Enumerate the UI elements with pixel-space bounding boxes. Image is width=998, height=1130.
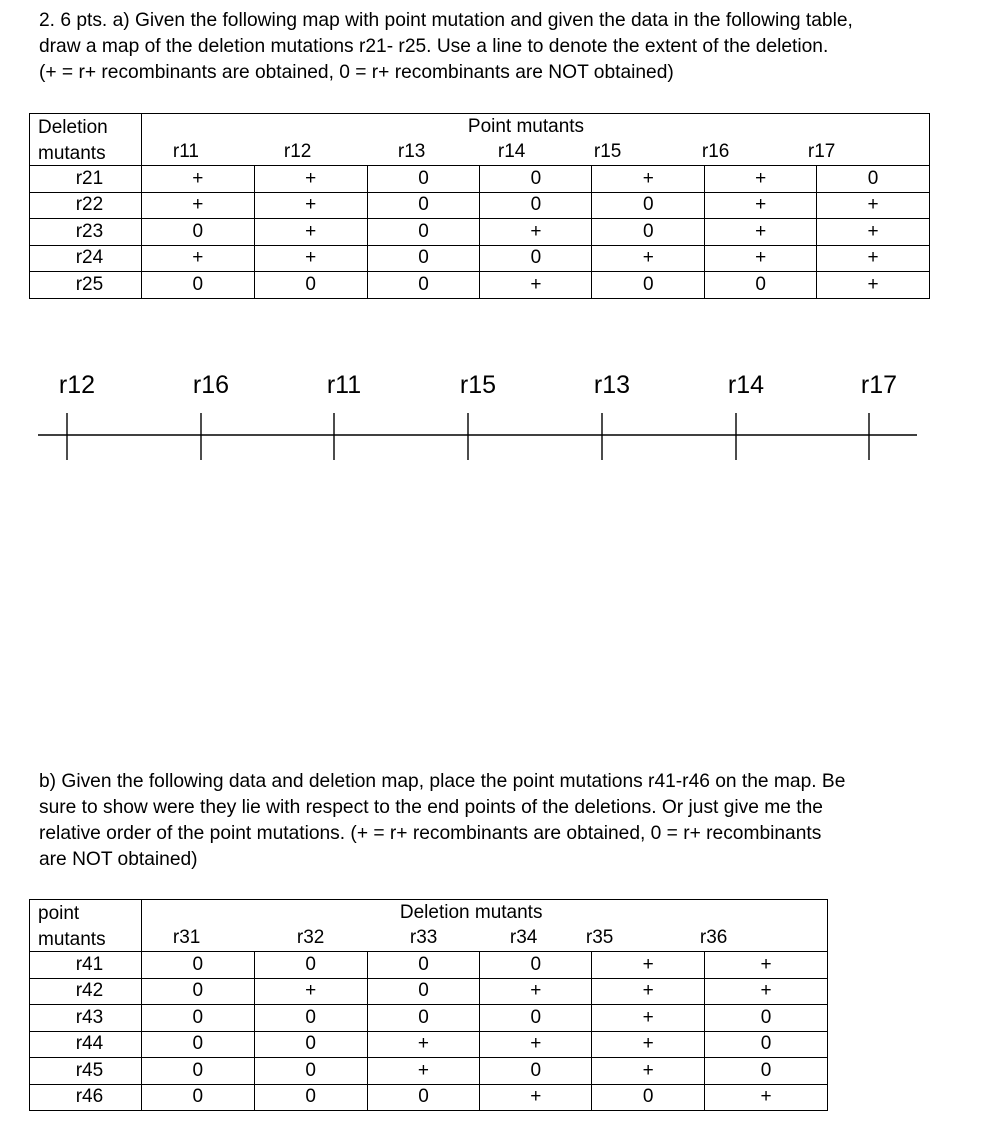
row-label: r23 — [30, 219, 142, 246]
result-cell: + — [592, 978, 705, 1005]
result-cell: 0 — [705, 1031, 828, 1058]
deletion-mutants-table — [29, 113, 930, 299]
result-cell: 0 — [367, 1005, 480, 1032]
result-cell: + — [480, 978, 592, 1005]
result-cell: 0 — [141, 952, 254, 979]
table-row — [30, 166, 930, 193]
result-cell: + — [705, 978, 828, 1005]
question-a-line: draw a map of the deletion mutations r21- r25. Use a line to denote the extent of the deletion. — [39, 36, 829, 57]
question-b-line: relative order of the point mutations. (+ = r+ recombinants are obtained, 0 = r+ recombinants — [39, 823, 822, 844]
result-cell: 0 — [592, 219, 705, 246]
result-cell: 0 — [254, 952, 367, 979]
result-cell: + — [254, 166, 367, 193]
result-cell: + — [817, 245, 930, 272]
question-a-line: (+ = r+ recombinants are obtained, 0 = r+ recombinants are NOT obtained) — [39, 62, 674, 83]
result-cell: 0 — [480, 192, 592, 219]
result-cell: + — [705, 219, 817, 246]
map-marker-label: r14 — [727, 371, 765, 399]
result-cell: 0 — [254, 1084, 367, 1111]
result-cell: 0 — [705, 272, 817, 299]
column-header: r16 — [701, 141, 730, 162]
column-header: r36 — [699, 927, 728, 948]
result-cell: 0 — [141, 978, 254, 1005]
table-row — [30, 952, 828, 979]
result-cell: 0 — [367, 192, 480, 219]
result-cell: + — [254, 192, 367, 219]
column-header: r13 — [397, 141, 426, 162]
result-cell: 0 — [367, 166, 480, 193]
column-header: r31 — [172, 927, 201, 948]
table-row — [30, 219, 930, 246]
column-header: r32 — [296, 927, 325, 948]
question-b-line: b) Given the following data and deletion map, place the point mutations r41-r46 on the map. Be — [39, 771, 846, 792]
map-marker-label: r13 — [593, 371, 631, 399]
result-cell: 0 — [817, 166, 930, 193]
column-group-header — [141, 114, 929, 166]
map-marker-label: r17 — [860, 371, 898, 399]
map-marker-label: r11 — [326, 371, 362, 399]
result-cell: 0 — [141, 1031, 254, 1058]
column-header: r34 — [509, 927, 538, 948]
column-header: r12 — [283, 141, 312, 162]
result-cell: 0 — [141, 219, 254, 246]
result-cell: + — [141, 166, 254, 193]
point-mutants-table — [29, 899, 828, 1111]
table-row — [30, 978, 828, 1005]
result-cell: 0 — [141, 272, 254, 299]
row-label: r45 — [30, 1058, 142, 1085]
result-cell: 0 — [367, 978, 480, 1005]
result-cell: + — [592, 245, 705, 272]
question-a-line: 2. 6 pts. a) Given the following map with point mutation and given the data in the following table, — [39, 10, 853, 31]
table-row — [30, 192, 930, 219]
result-cell: 0 — [480, 245, 592, 272]
result-cell: 0 — [254, 272, 367, 299]
result-cell: 0 — [254, 1031, 367, 1058]
column-group-header — [141, 900, 827, 952]
result-cell: 0 — [367, 1084, 480, 1111]
result-cell: 0 — [705, 1058, 828, 1085]
result-cell: + — [254, 219, 367, 246]
result-cell: + — [705, 192, 817, 219]
result-cell: 0 — [480, 952, 592, 979]
result-cell: 0 — [367, 952, 480, 979]
result-cell: 0 — [367, 245, 480, 272]
row-label: r43 — [30, 1005, 142, 1032]
result-cell: + — [367, 1031, 480, 1058]
row-label: r46 — [30, 1084, 142, 1111]
result-cell: 0 — [705, 1005, 828, 1032]
group-title: Deletion mutants — [399, 902, 543, 923]
result-cell: 0 — [367, 219, 480, 246]
result-cell: 0 — [254, 1005, 367, 1032]
result-cell: + — [480, 219, 592, 246]
result-cell: 0 — [592, 272, 705, 299]
result-cell: + — [817, 192, 930, 219]
question-b-line: are NOT obtained) — [39, 849, 198, 870]
table-row — [30, 1084, 828, 1111]
row-label: r44 — [30, 1031, 142, 1058]
result-cell: + — [480, 1031, 592, 1058]
result-cell: 0 — [141, 1005, 254, 1032]
row-label: r41 — [30, 952, 142, 979]
row-label: r22 — [30, 192, 142, 219]
map-marker-label: r16 — [192, 371, 230, 399]
question-a-text — [39, 8, 994, 86]
result-cell: + — [592, 1058, 705, 1085]
result-cell: 0 — [141, 1058, 254, 1085]
result-cell: 0 — [592, 1084, 705, 1111]
row-label: r21 — [30, 166, 142, 193]
question-b-text — [39, 769, 994, 873]
column-header: r33 — [409, 927, 438, 948]
result-cell: 0 — [480, 1005, 592, 1032]
column-header: r35 — [585, 927, 614, 948]
result-cell: + — [480, 272, 592, 299]
result-cell: + — [817, 272, 930, 299]
table-row — [30, 1031, 828, 1058]
group-title: Point mutants — [467, 116, 585, 137]
table-row — [30, 1058, 828, 1085]
result-cell: + — [592, 952, 705, 979]
result-cell: 0 — [254, 1058, 367, 1085]
row-label: r25 — [30, 272, 142, 299]
result-cell: + — [592, 1031, 705, 1058]
result-cell: 0 — [480, 166, 592, 193]
map-marker-label: r12 — [58, 371, 96, 399]
result-cell: 0 — [141, 1084, 254, 1111]
result-cell: 0 — [367, 272, 480, 299]
result-cell: 0 — [480, 1058, 592, 1085]
table-row — [30, 272, 930, 299]
result-cell: + — [705, 1084, 828, 1111]
column-header: r17 — [807, 141, 836, 162]
result-cell: + — [254, 245, 367, 272]
result-cell: + — [367, 1058, 480, 1085]
row-label: r24 — [30, 245, 142, 272]
result-cell: + — [705, 245, 817, 272]
corner-header: Deletion mutants — [30, 114, 142, 166]
question-b-line: sure to show were they lie with respect to the end points of the deletions. Or just give me the — [39, 797, 823, 818]
result-cell: 0 — [592, 192, 705, 219]
column-header: r15 — [593, 141, 622, 162]
row-label: r42 — [30, 978, 142, 1005]
result-cell: + — [592, 166, 705, 193]
result-cell: + — [254, 978, 367, 1005]
result-cell: + — [592, 1005, 705, 1032]
result-cell: + — [480, 1084, 592, 1111]
result-cell: + — [141, 245, 254, 272]
result-cell: + — [705, 952, 828, 979]
corner-header: point mutants — [30, 900, 142, 952]
table-row — [30, 245, 930, 272]
result-cell: + — [817, 219, 930, 246]
map-marker-label: r15 — [459, 371, 497, 399]
column-header: r14 — [497, 141, 526, 162]
column-header: r11 — [172, 141, 199, 162]
result-cell: + — [141, 192, 254, 219]
gene-map — [0, 360, 998, 470]
table-row — [30, 1005, 828, 1032]
result-cell: + — [705, 166, 817, 193]
